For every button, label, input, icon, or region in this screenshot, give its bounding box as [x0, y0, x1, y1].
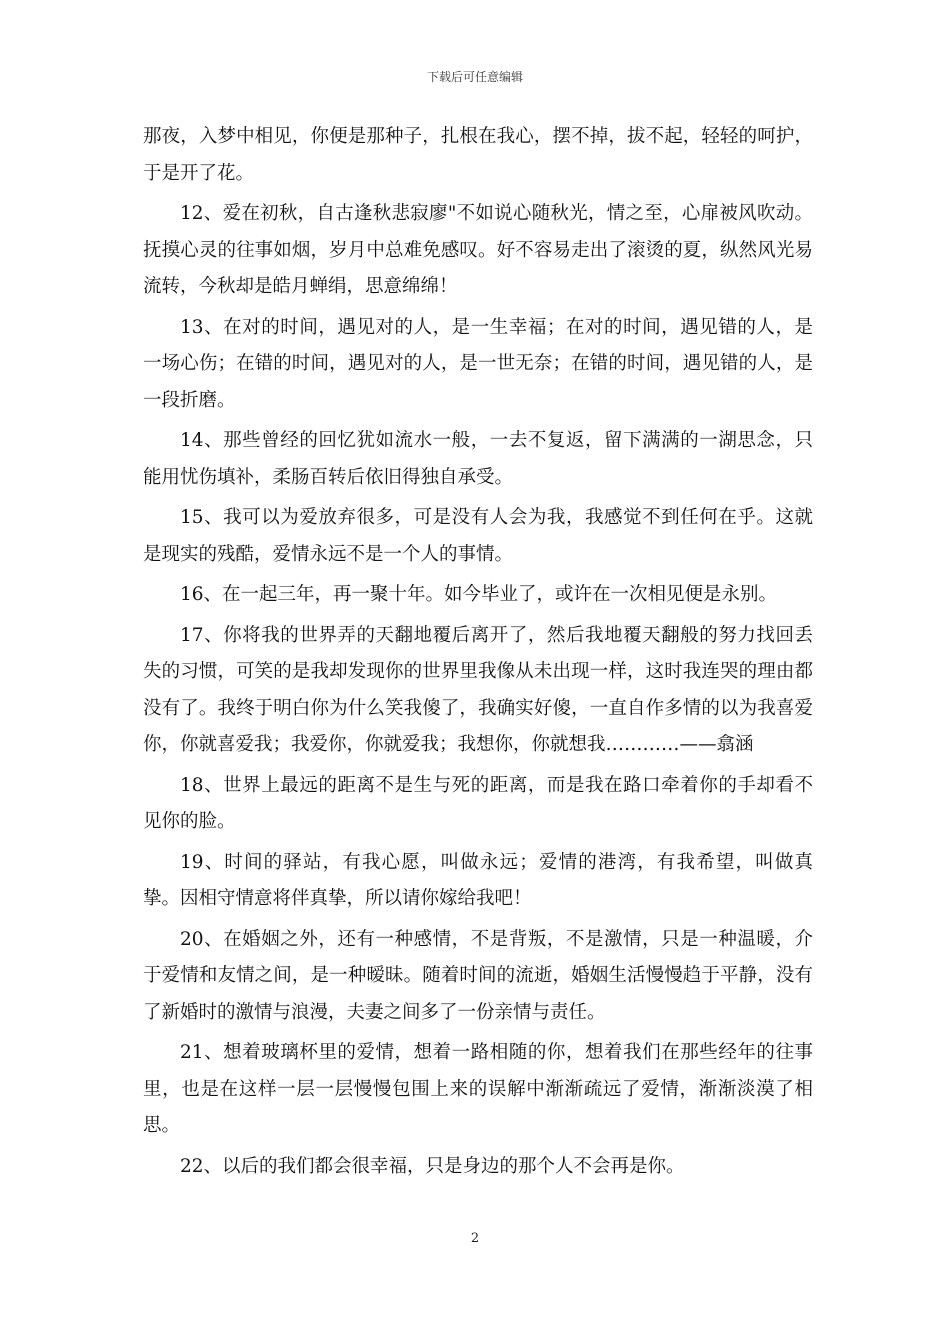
paragraph-22: 22、以后的我们都会很幸福，只是身边的那个人不会再是你。: [180, 1155, 685, 1177]
paragraph-21: 21、想着玻璃杯里的爱情，想着一路相随的你，想着我们在那些经年的往事里，也是在这样一层一层慢慢包围上来的误解中渐渐疏远了爱情，渐渐淡漠了相思。: [143, 1042, 813, 1136]
paragraph-13: 13、在对的时间，遇见对的人，是一生幸福；在对的时间，遇见错的人，是一场心伤；在错的时间，遇见对的人，是一世无奈；在错的时间，遇见错的人，是一段折磨。: [143, 316, 813, 411]
paragraph-20: 20、在婚姻之外，还有一种感情，不是背叛，不是激情，只是一种温暖，介于爱情和友情之间，是一种暧昧。随着时间的流逝，婚姻生活慢慢趋于平静，没有了新婚时的激情与浪漫，夫妻之间多了一份亲情与责任。: [143, 928, 813, 1023]
page-number: 2: [470, 1231, 480, 1246]
paragraph-continuation: 那夜，入梦中相见，你便是那种子，扎根在我心，摆不掉，拔不起，轻轻的呵护，于是开了花。: [143, 126, 813, 184]
page-header: 下载后可任意编辑: [426, 70, 523, 84]
paragraph-18: 18、世界上最远的距离不是生与死的距离，而是我在路口牵着你的手却看不见你的脸。: [143, 774, 813, 832]
paragraph-14: 14、那些曾经的回忆犹如流水一般，一去不复返，留下满满的一湖思念，只能用忧伤填补，柔肠百转后依旧得独自承受。: [143, 430, 813, 488]
body-text: [143, 119, 813, 1189]
paragraph-17: 17、你将我的世界弄的天翻地覆后离开了，然后我地覆天翻般的努力找回丢失的习惯，可笑的是我却发现你的世界里我像从未出现一样，这时我连哭的理由都没有了。我终于明白你为什么笑我傻了，我确实好傻，一直自作多情的以为我喜爱你，你就喜爱我；我爱你，你就爱我；我想你，你就想我…………——翕涵: [143, 624, 813, 755]
paragraph-15: 15、我可以为爱放弃很多，可是没有人会为我，我感觉不到任何在乎。这就是现实的残酷，爱情永远不是一个人的事情。: [143, 507, 813, 565]
paragraph-12: 12、爱在初秋，自古逢秋悲寂廖"不如说心随秋光，情之至，心扉被风吹动。抚摸心灵的往事如烟，岁月中总难免感叹。好不容易走出了滚烫的夏，纵然风光易流转，今秋却是皓月蝉绢，思意绵绵！: [143, 203, 813, 297]
paragraph-16: 16、在一起三年，再一聚十年。如今毕业了，或许在一次相见便是永别。: [180, 584, 778, 605]
paragraph-19: 19、时间的驿站，有我心愿，叫做永远；爱情的港湾，有我希望，叫做真挚。因相守情意将伴真挚，所以请你嫁给我吧！: [143, 851, 813, 909]
